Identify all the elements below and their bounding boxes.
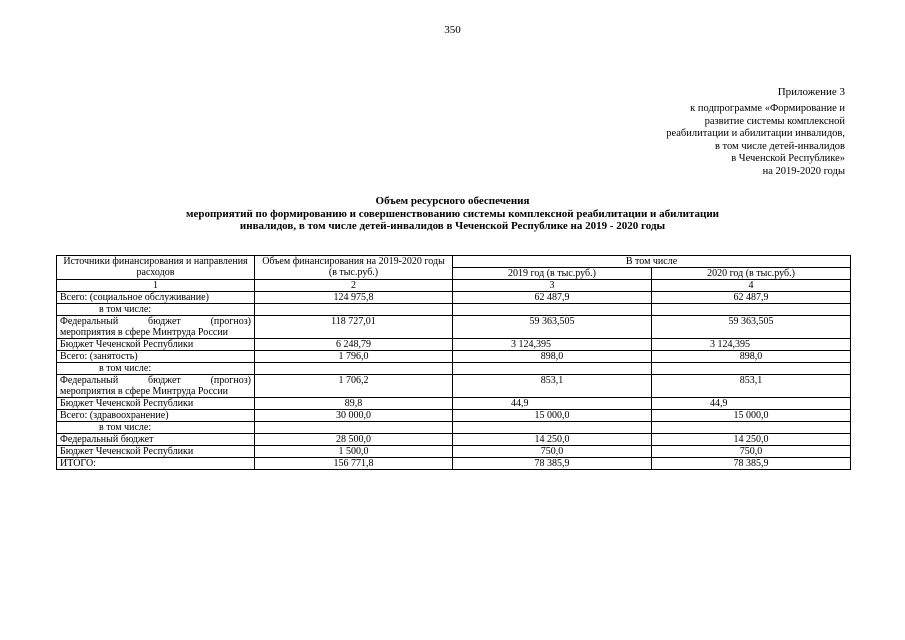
row-2020-value [652,304,851,316]
row-2020-value: 15 000,0 [652,410,851,422]
row-2019-value: 750,0 [453,446,652,458]
row-2020-value: 44,9 [652,398,851,410]
table-row [57,458,851,470]
table-row [57,398,851,410]
row-total-value: 1 796,0 [255,351,453,363]
row-2020-value [652,363,851,375]
row-2019-value: 14 250,0 [453,434,652,446]
appendix-text [585,103,845,179]
header-volume: Объем финансирования на 2019-2020 годы (в тыс.руб.) [255,256,453,280]
row-2020-value: 750,0 [652,446,851,458]
row-2019-value: 3 124,395 [453,339,652,351]
row-2020-value: 853,1 [652,375,851,398]
row-2019-value: 78 385,9 [453,458,652,470]
appendix-line: в Чеченской Республике» [731,153,845,165]
title-line: мероприятий по формированию и совершенствованию системы комплексной реабилитации и абилитации [185,207,720,220]
row-label: Федеральный бюджет (прогноз) мероприятия в сфере Минтруда России [57,375,255,398]
header-2020: 2020 год (в тыс.руб.) [652,268,851,280]
appendix-line: развитие системы комплексной [704,115,845,127]
column-number: 3 [453,280,652,292]
title-line: инвалидов, в том числе детей-инвалидов в Чеченской Республике на 2019 - 2020 годы [239,220,666,232]
row-label: Бюджет Чеченской Республики [57,446,255,458]
header-2019: 2019 год (в тыс.руб.) [453,268,652,280]
row-2019-value: 44,9 [453,398,652,410]
column-number: 1 [57,280,255,292]
row-2019-value: 59 363,505 [453,316,652,339]
title-line: Объем ресурсного обеспечения [375,195,530,207]
row-total-value: 118 727,01 [255,316,453,339]
appendix-line: к подпрограмме «Формирование и [690,103,845,114]
table-row [57,446,851,458]
row-label: ИТОГО: [57,458,255,470]
table-body [57,292,851,470]
table-row [57,422,851,434]
row-2020-value: 3 124,395 [652,339,851,351]
row-2020-value: 62 487,9 [652,292,851,304]
appendix-label: Приложение 3 [777,86,845,98]
row-total-value [255,304,453,316]
row-2019-value: 853,1 [453,375,652,398]
row-label: в том числе: [57,363,255,375]
row-total-value: 6 248,79 [255,339,453,351]
row-2020-value [652,422,851,434]
table-row [57,434,851,446]
row-label: Федеральный бюджет [57,434,255,446]
row-total-value: 1 706,2 [255,375,453,398]
row-total-value: 124 975,8 [255,292,453,304]
document-title [40,195,865,233]
column-number: 2 [255,280,453,292]
row-2020-value: 59 363,505 [652,316,851,339]
row-2020-value: 14 250,0 [652,434,851,446]
appendix-line: реабилитации и абилитации инвалидов, [666,128,845,140]
header-including: В том числе [453,256,851,268]
table-row [57,339,851,351]
header-source: Источники финансирования и направления расходов [57,256,255,280]
table-row [57,351,851,363]
row-2020-value: 898,0 [652,351,851,363]
row-label: Бюджет Чеченской Республики [57,398,255,410]
row-label: Всего: (здравоохранение) [57,410,255,422]
row-total-value: 156 771,8 [255,458,453,470]
row-label: Бюджет Чеченской Республики [57,339,255,351]
row-2019-value [453,422,652,434]
row-total-value: 89,8 [255,398,453,410]
page-number: 350 [444,24,461,36]
row-label: в том числе: [57,304,255,316]
row-total-value: 1 500,0 [255,446,453,458]
appendix-line: на 2019-2020 годы [762,165,845,177]
table-row [57,316,851,339]
table-row [57,375,851,398]
row-2019-value [453,304,652,316]
column-number: 4 [652,280,851,292]
row-label: Федеральный бюджет (прогноз) мероприятия в сфере Минтруда России [57,316,255,339]
row-2019-value [453,363,652,375]
table-row [57,363,851,375]
row-total-value: 28 500,0 [255,434,453,446]
row-label: в том числе: [57,422,255,434]
row-total-value [255,422,453,434]
row-2019-value: 62 487,9 [453,292,652,304]
table-row [57,292,851,304]
row-total-value [255,363,453,375]
table-row [57,304,851,316]
table-row [57,410,851,422]
row-2020-value: 78 385,9 [652,458,851,470]
row-2019-value: 898,0 [453,351,652,363]
row-label: Всего: (социальное обслуживание) [57,292,255,304]
row-label: Всего: (занятость) [57,351,255,363]
row-total-value: 30 000,0 [255,410,453,422]
resource-table [56,255,851,470]
appendix-line: в том числе детей-инвалидов [714,140,845,152]
row-2019-value: 15 000,0 [453,410,652,422]
